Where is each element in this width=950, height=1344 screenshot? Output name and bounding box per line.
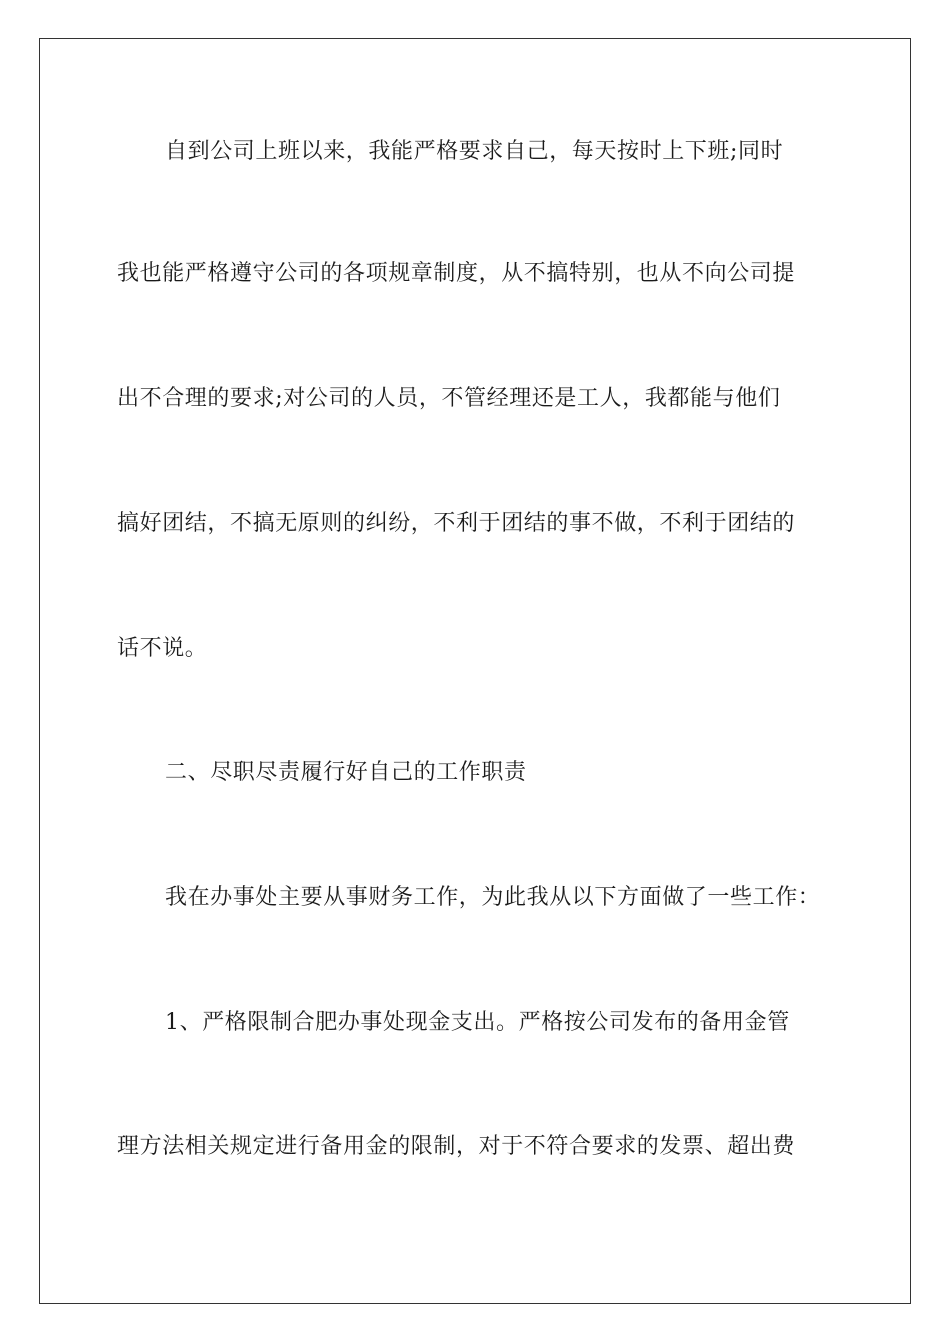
section-heading: 二、尽职尽责履行好自己的工作职责 xyxy=(165,760,527,785)
paragraph-line-5: 话不说。 xyxy=(117,636,208,661)
paragraph-line-7: 我在办事处主要从事财务工作，为此我从以下方面做了一些工作： xyxy=(165,885,821,910)
paragraph-line-4: 搞好团结，不搞无原则的纠纷，不利于团结的事不做，不利于团结的 xyxy=(117,511,796,536)
paragraph-line-2: 我也能严格遵守公司的各项规章制度，从不搞特别，也从不向公司提 xyxy=(117,261,796,286)
paragraph-line-1: 自到公司上班以来，我能严格要求自己，每天按时上下班;同时 xyxy=(165,139,784,164)
paragraph-line-3: 出不合理的要求;对公司的人员，不管经理还是工人，我都能与他们 xyxy=(117,386,781,411)
paragraph-line-8: 1、严格限制合肥办事处现金支出。严格按公司发布的备用金管 xyxy=(165,1010,790,1035)
paragraph-line-9: 理方法相关规定进行备用金的限制，对于不符合要求的发票、超出费 xyxy=(117,1134,796,1159)
page-frame xyxy=(39,38,911,1304)
